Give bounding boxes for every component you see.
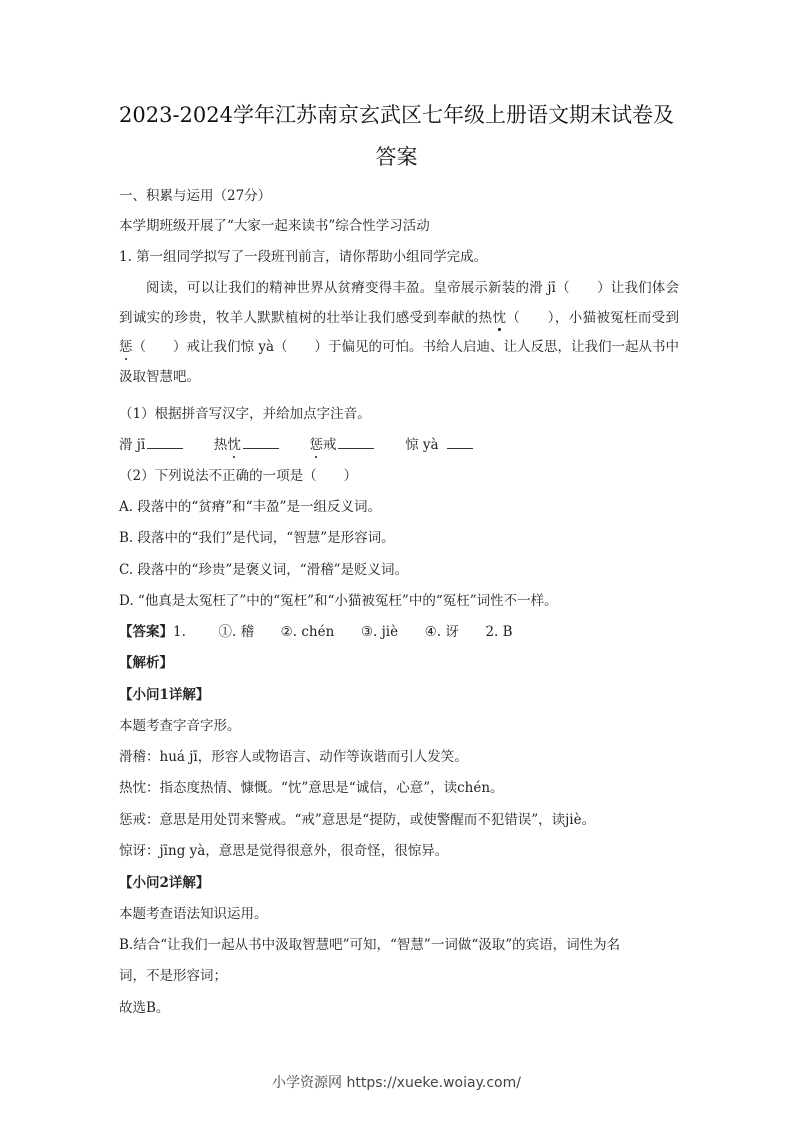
sub-q2-intro: 本题考查语法知识运用。 bbox=[119, 906, 268, 922]
explanation-1: 滑稽：huá jī，形容人或物语言、动作等诙谐而引人发笑。 bbox=[119, 749, 468, 765]
explanation-3: 惩戒：意思是用处罚来警戒。“戒”意思是“提防，或使警醒而不犯错误”，读jiè。 bbox=[119, 812, 596, 828]
sub-q1-heading: 【小问1详解】 bbox=[119, 687, 210, 703]
option-b: B. 段落中的“我们”是代词，“智慧”是形容词。 bbox=[119, 530, 395, 546]
fill-blank-row: 滑 jī 热忱 惩戒 惊 yà bbox=[119, 436, 473, 454]
explanation-5-line2: 词，不是形容词； bbox=[119, 968, 227, 984]
conclusion: 故选B。 bbox=[119, 1000, 170, 1016]
dotted-char-b: 忱 bbox=[227, 437, 241, 453]
question-1: 1. 第一组同学拟写了一段班刊前言，请你帮助小组同学完成。 bbox=[119, 249, 488, 265]
blank-b[interactable] bbox=[243, 436, 279, 449]
option-a: A. 段落中的“贫瘠”和“丰盈”是一组反义词。 bbox=[119, 499, 381, 515]
document-title-line1: 2023-2024学年江苏南京玄武区七年级上册语文期末试卷及 bbox=[119, 103, 674, 127]
sub-q1-intro: 本题考查字音字形。 bbox=[119, 718, 241, 734]
option-c: C. 段落中的“珍贵”是褒义词，“滑稽”是贬义词。 bbox=[119, 562, 409, 578]
explanation-5-line1: B.结合“让我们一起从书中汲取智慧吧”可知，“智慧”一词做“汲取”的宾语，词性为名 bbox=[119, 937, 621, 953]
document-title-line2: 答案 bbox=[375, 145, 418, 169]
explanation-2: 热忱：指态度热情、慷慨。“忱”意思是“诚信，心意”，读chén。 bbox=[119, 780, 504, 796]
dotted-char-cheng: 惩 bbox=[119, 339, 133, 355]
answer-label: 【答案】 bbox=[119, 624, 173, 640]
sub-question-1: （1）根据拼音写汉字，并给加点字注音。 bbox=[119, 406, 371, 422]
option-d: D. “他真是太冤枉了”中的“冤枉”和“小猫被冤枉”中的“冤枉”词性不一样。 bbox=[119, 593, 558, 609]
reading-paragraph: 阅读，可以让我们的精神世界从贫瘠变得丰盈。皇帝展示新装的滑 jī（ ）让我们体会到诚实的珍贵，牧羊人默默植树的壮举让我们感受到奉献的热忱（ ），小猫被冤枉而受到惩（ ）戒让我们惊 yà（ ）于偏见的可怕。书给人启迪、让人反思，让我们一起从书中汲取智慧吧。 bbox=[119, 280, 680, 385]
dotted-char-c: 惩 bbox=[309, 437, 323, 453]
activity-intro: 本学期班级开展了“大家一起来读书”综合性学习活动 bbox=[119, 218, 430, 234]
blank-a[interactable] bbox=[147, 436, 183, 449]
blank-d[interactable] bbox=[447, 436, 473, 449]
footer-watermark: 小学资源网 https://xueke.woiay.com/ bbox=[272, 1075, 521, 1091]
analysis-heading: 【解析】 bbox=[119, 655, 173, 671]
sub-q2-heading: 【小问2详解】 bbox=[119, 875, 210, 891]
explanation-4: 惊讶：jīng yà，意思是觉得很意外，很奇怪，很惊异。 bbox=[119, 843, 449, 859]
dotted-char-chen: 忱 bbox=[492, 309, 507, 326]
answer-row: 【答案】1. ①. 稽 ②. chén ③. jiè ④. 讶 2. B bbox=[119, 624, 513, 640]
blank-c[interactable] bbox=[338, 436, 374, 449]
sub-question-2: （2）下列说法不正确的一项是（ ） bbox=[119, 468, 358, 484]
section-heading: 一、积累与运用（27分） bbox=[119, 188, 272, 204]
